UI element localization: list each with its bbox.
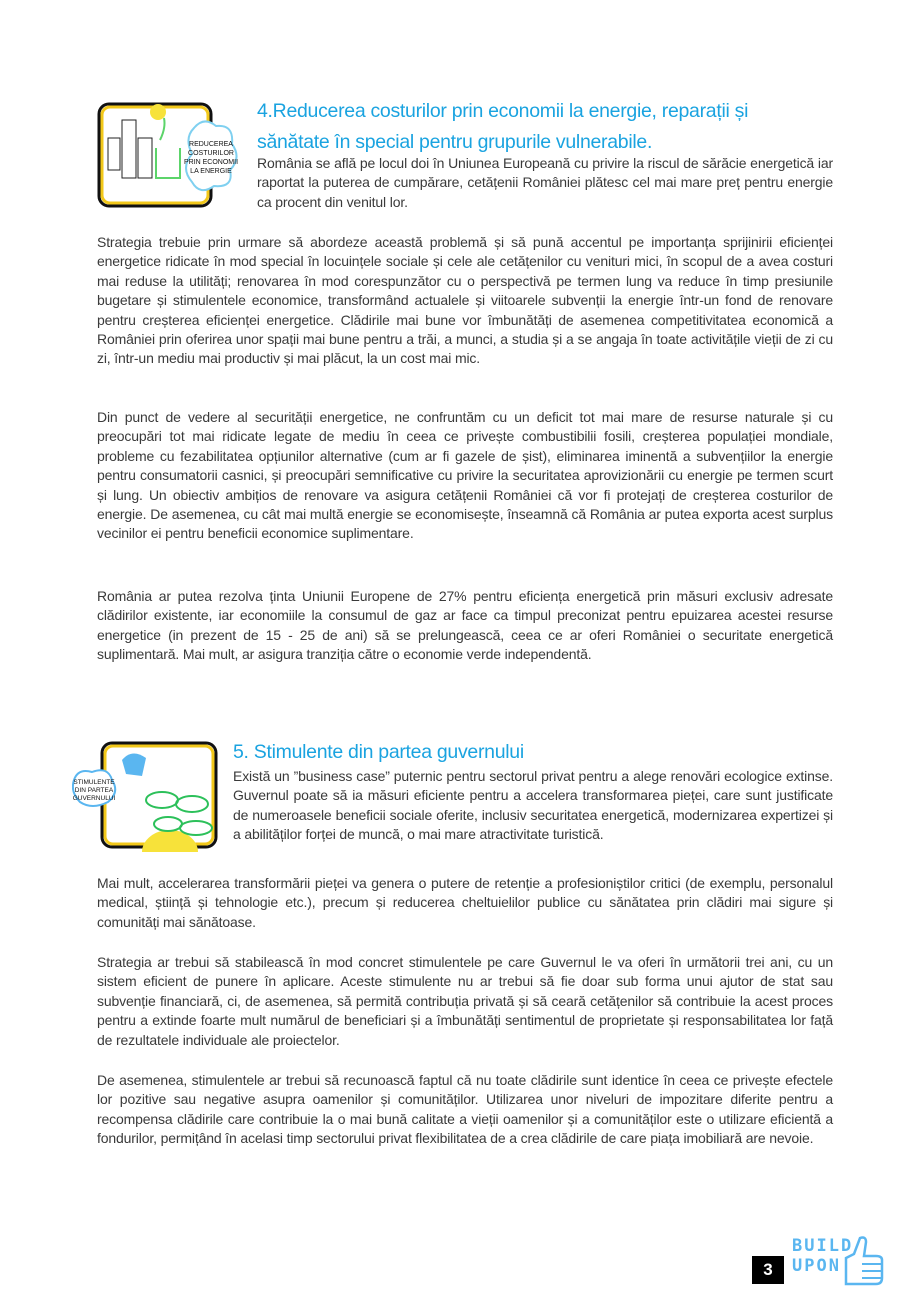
section-5-paragraph: Mai mult, accelerarea transformării pieței va genera o putere de retenție a profesioniștilor critici (de exemplu, personalul medical, știință și tehnologie etc.), precum și reducerea cheltuielilor publice cu sănătatea prin clădiri mai sigure și comunități mai sănătoase. bbox=[97, 875, 833, 930]
section-5-paragraph: Strategia ar trebui să stabilească în mod concret stimulentele pe care Guvernul le va oferi în următorii trei ani, cu un sistem eficient de punere în aplicare. Aceste stimulente nu ar trebui să fie doar sub forma unui ajutor de stat sau subvenție financiară, ci, de asemenea, să permită contribuția privată și să ceară cetățenilor să contribuie la acest proces pentru a extinde foarte mult numărul de beneficiari și a îmbunătăți sentimentul de proprietate și responsabilitatea lor față de rezultatele individuale ale proiectelor. bbox=[97, 954, 833, 1048]
svg-text:PRIN ECONOMII: PRIN ECONOMII bbox=[183, 159, 239, 166]
section-4-paragraph: România ar putea rezolva ținta Uniunii Europene de 27% pentru eficiența energetică prin măsuri exclusiv adresate clădirilor existente, iar economiile la consumul de gaz ar face ca timpul preconizat pentru epuizarea acestei resurse energetice (in prezent de 15 - 25 de ani) să se prelungească, ceea ce ar oferi României o securitate energetică suplimentară. Mai mult, ar asigura tranziția către o economie verde independentă. bbox=[97, 588, 833, 663]
section-4-paragraph: Din punct de vedere al securității energetice, ne confruntăm cu un deficit tot mai mare de resurse naturale și cu preocupări tot mai ridicate legate de mediu în ceea ce privește combustibilii fosili, creșterea populației mondiale, probleme cu fezabilitatea opțiunilor alternative (cum ar fi gazele de șist), eliminarea iminentă a subvențiilor la energie pentru consumatorii casnici, și preocupări semnificative cu privire la securitatea aprovizionării cu energie pe termen scurt și lung. Un obiectiv ambițios de renovare va asigura cetățenii României că vor fi protejați de creșterea costurilor de energie. De asemenea, cu cât mai multă energie se economisește, înseamnă că România ar putea exporta acest surplus vecinilor ei pentru beneficii economice suplimentare. bbox=[97, 409, 833, 542]
section-4-intro: România se află pe locul doi în Uniunea Europeană cu privire la riscul de sărăcie energetică iar raportat la puterea de cumpărare, cetățenii României plătesc cel mai mare preț pentru energie ca procent din venitul lor. bbox=[257, 155, 833, 210]
page-number: 3 bbox=[752, 1256, 784, 1284]
svg-text:COSTURILOR: COSTURILOR bbox=[188, 150, 234, 157]
government-incentives-illustration bbox=[72, 740, 222, 852]
svg-text:LA ENERGIE: LA ENERGIE bbox=[190, 168, 232, 175]
section-5-title: 5. Stimulente din partea guvernului bbox=[233, 741, 524, 763]
section-5-intro: Există un ”business case” puternic pentru sectorul privat pentru a alege renovări ecologice extinse. Guvernul poate să ia măsuri eficiente pentru a accelera transformarea pieței, care sunt justificate de numeroasele beneficii sociale oferite, inclusiv securitatea energetică, modernizarea expertizei și a abilităților forței de muncă, o mai mare atractivitate turistică. bbox=[233, 768, 833, 843]
svg-text:REDUCEREA: REDUCEREA bbox=[189, 141, 233, 148]
svg-text:DIN PARTEA: DIN PARTEA bbox=[74, 787, 114, 794]
brand-line2: UPON bbox=[792, 1256, 841, 1276]
section-4-paragraph: Strategia trebuie prin urmare să abordeze această problemă și să pună accentul pe importanța sprijinirii eficienței energetice ridicate în mod special în locuințele sociale și cele ale cetățenilor cu venituri mici, în scopul de a avea costuri mai reduse la utilități; renovarea în mod corespunzător cu o perspectivă pe termen lung va reduce în timp presiunile bugetare și stimulentele economice, transformând actualele și viitoarele subvenții la energie într-un fond de renovare pentru creșterea eficienței energetice. Clădirile mai bune vor îmbunătăți de asemenea competitivitatea economică a României prin oferirea unor spații mai bune pentru a trăi, a munci, a studia și a se angaja în toate activitățile vieții de zi cu zi, într-un mediu mai productiv și mai plăcut, la un cost mai mic. bbox=[97, 234, 833, 367]
svg-text:STIMULENTE: STIMULENTE bbox=[73, 779, 115, 786]
section-5-paragraph: De asemenea, stimulentele ar trebui să recunoască faptul că nu toate clădirile sunt identice în ceea ce privește efectele lor pozitive sau negative asupra oamenilor și comunităților. Utilizarea unor niveluri de impozitare diferite pentru a recompensa clădirile care contribuie la o mai bună calitate a vieții oamenilor și a comunităților este o utilizare eficientă a fondurilor, permițând în acelasi timp sectorului privat flexibilitatea de a crea clădirile de care piața imobiliară are nevoie. bbox=[97, 1072, 833, 1147]
svg-text:GUVERNULUI: GUVERNULUI bbox=[72, 795, 116, 802]
energy-savings-illustration bbox=[96, 98, 242, 210]
section-4-title-line1: 4.Reducerea costurilor prin economii la energie, reparații și bbox=[257, 100, 749, 122]
thumbs-up-icon bbox=[842, 1234, 886, 1286]
section-4-title-line2: sănătate în special pentru grupurile vulnerabile. bbox=[257, 131, 653, 153]
brand-line1: BUILD bbox=[792, 1236, 854, 1256]
